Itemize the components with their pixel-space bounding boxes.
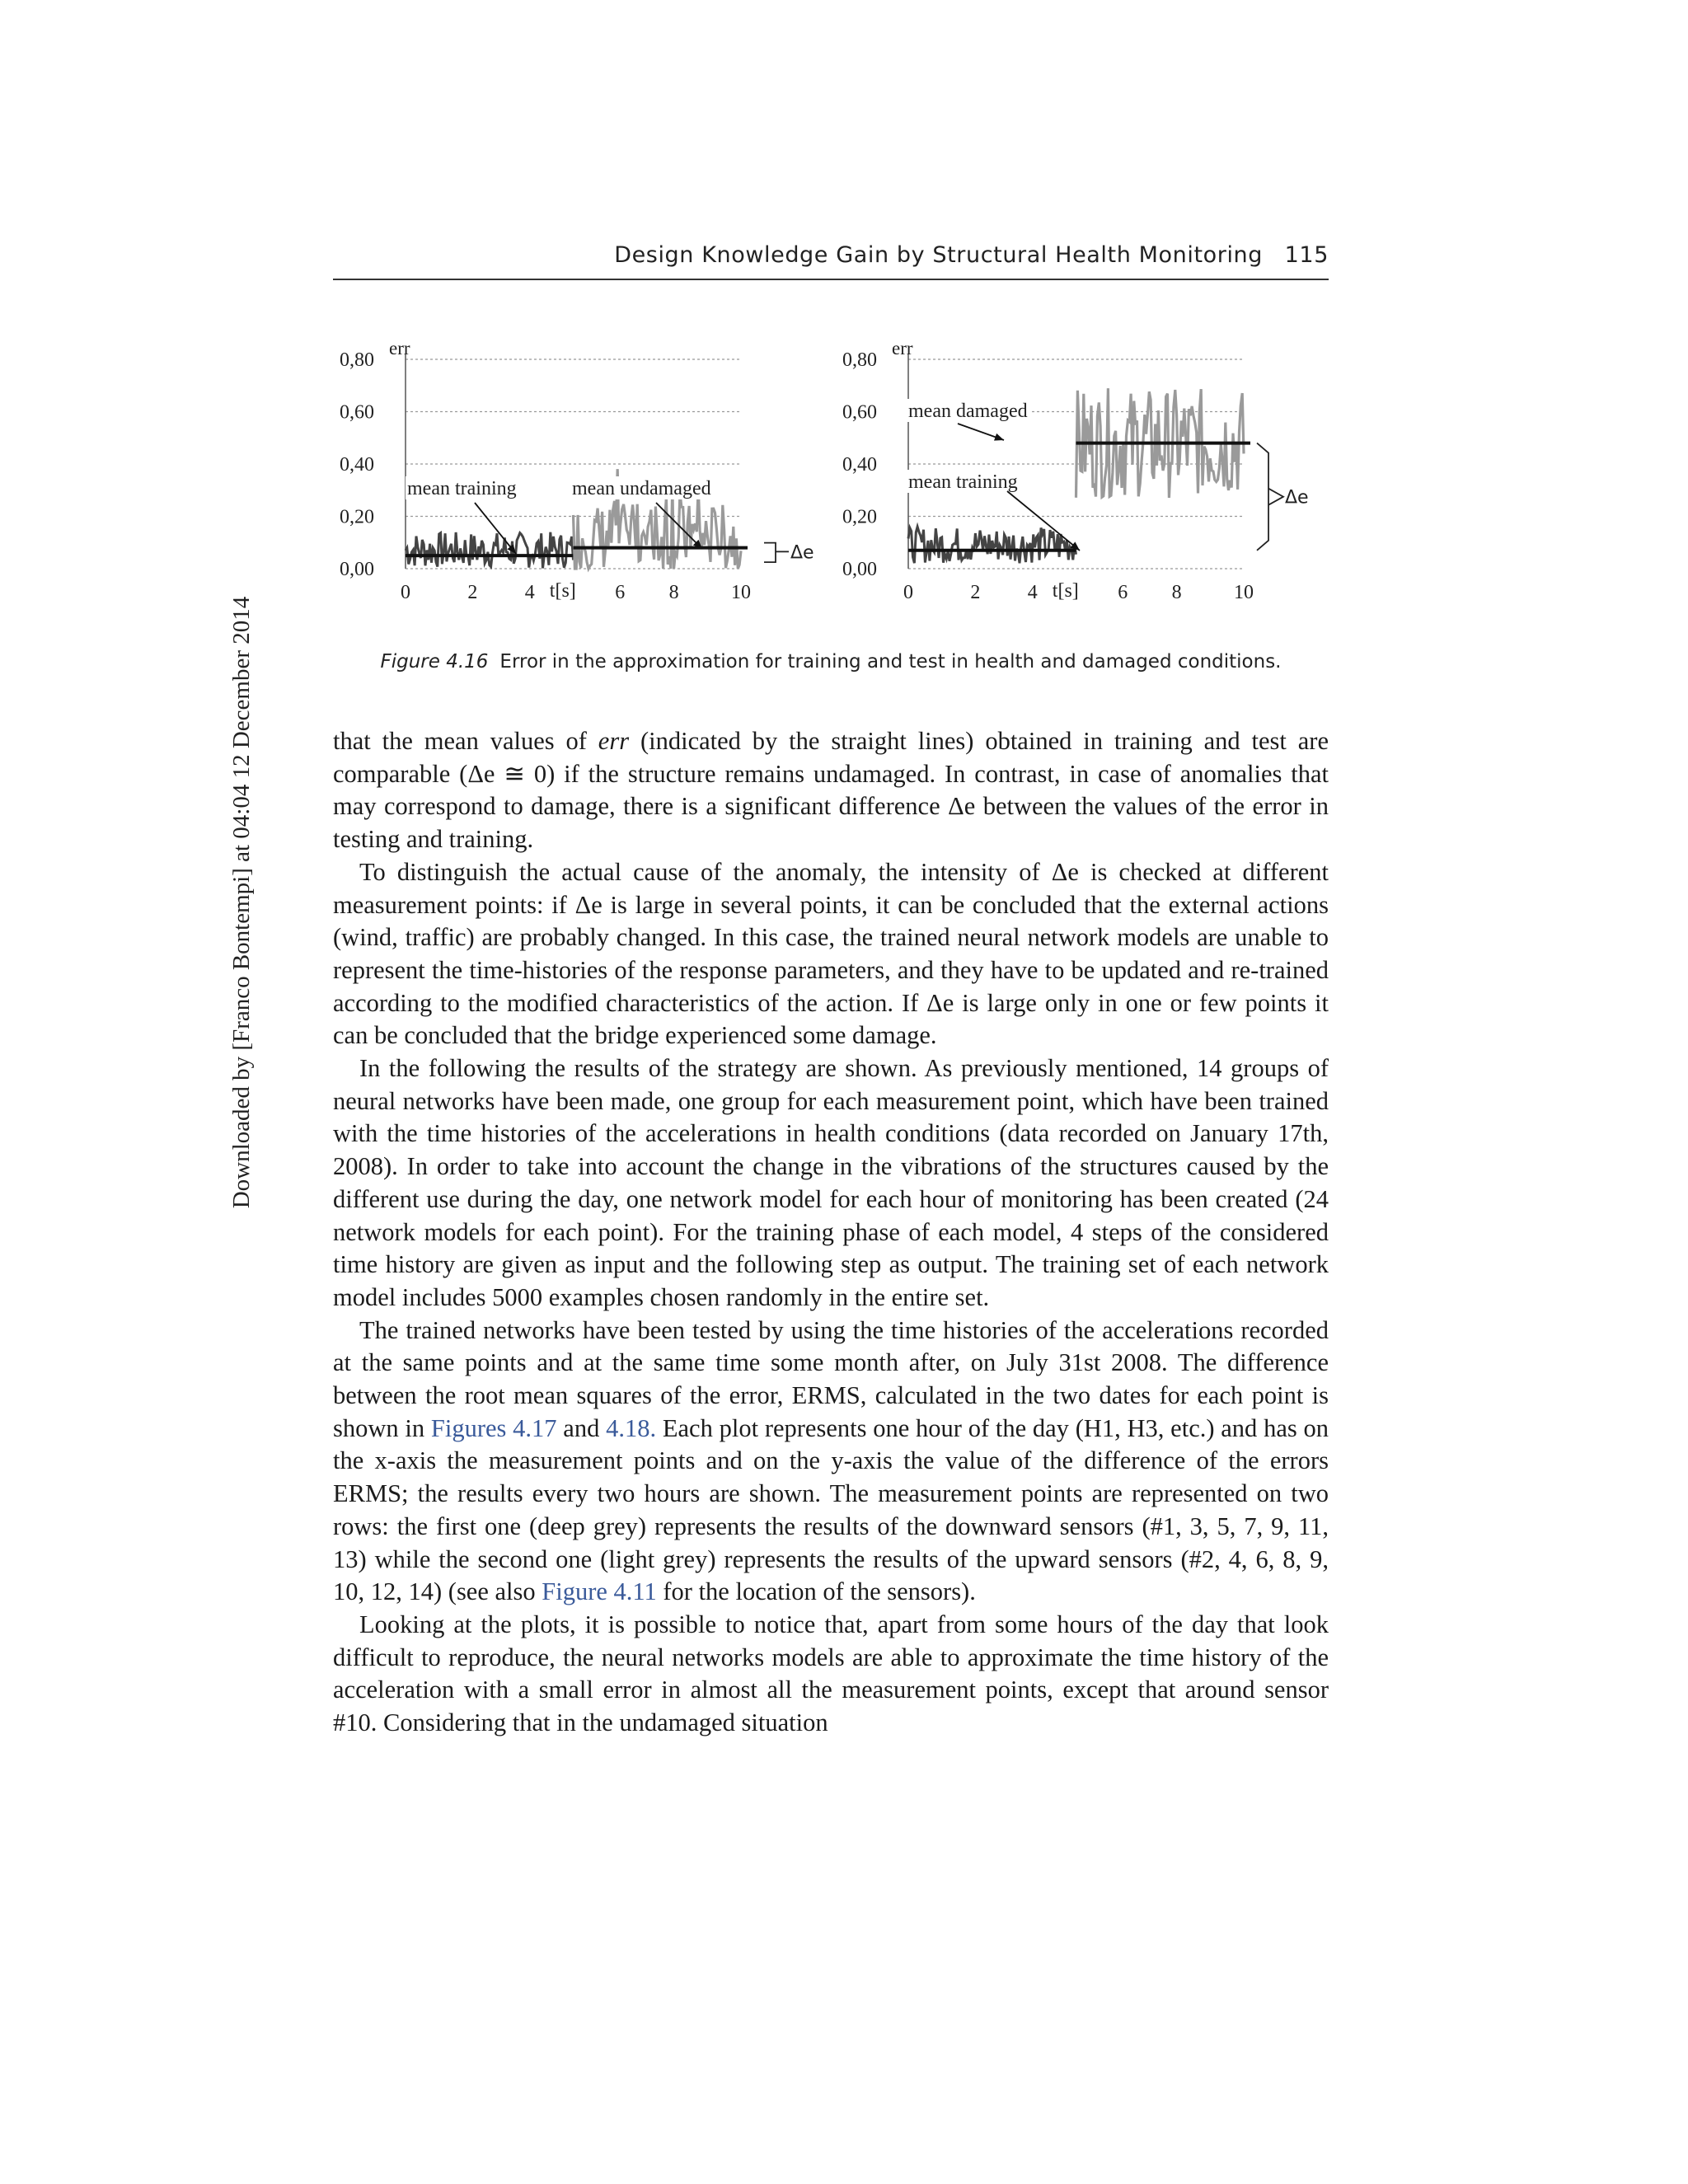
- annotation-mean-damaged: mean damaged: [908, 401, 1028, 422]
- x-tick-label: 2: [467, 582, 478, 603]
- x-tick-label: 6: [615, 582, 626, 603]
- body-text: [333, 725, 1329, 1740]
- y-tick-label: 0,40: [340, 454, 374, 476]
- x-tick-label: 0: [903, 582, 913, 603]
- y-tick-label: 0,40: [842, 454, 877, 476]
- y-tick-label: 0,20: [842, 506, 877, 528]
- figure-4-16: [333, 330, 1329, 635]
- y-tick-label: 0,80: [842, 349, 877, 371]
- page-number: 115: [1284, 242, 1329, 268]
- paragraph-2: To distinguish the actual cause of the anomaly, the intensity of Δe is checked at different measurement points: if Δe is large in several points, it can be concluded that the external actions (wind, traffic) are probably changed. In this case, the trained neural network models are unable to represent the time-histories of the response parameters, and they have to be updated and re-trained according to the modified characteristics of the action. If Δe is large only in one or few points it can be concluded that the bridge experienced some damage.: [333, 857, 1329, 1050]
- download-watermark: Downloaded by [Franco Bontempi] at 04:04 12 December 2014: [228, 596, 255, 1209]
- series-training-trace: [908, 527, 1076, 563]
- y-tick-label: 0,60: [340, 401, 374, 424]
- x-tick-label: 8: [1171, 582, 1182, 603]
- delta-e-bracket: [764, 543, 776, 563]
- y-tick-label: 0,00: [340, 559, 374, 580]
- annotation-mean-undamaged: mean undamaged: [572, 478, 711, 499]
- annotation-arrowhead: [994, 434, 1004, 441]
- annotation-mean-training: mean training: [407, 478, 517, 499]
- y-axis-label: err: [892, 338, 913, 359]
- paragraph-1: that the mean values of err (indicated by the straight lines) obtained in training and test are comparable (Δe ≅ 0) if the structure remains undamaged. In contrast, in case of anomalies that may correspond to damage, there is a significant difference Δe between the values of the error in testing and training.: [333, 727, 1329, 854]
- series-training-trace: [406, 532, 574, 569]
- xref-figure-4-11[interactable]: Figure 4.11: [542, 1577, 657, 1606]
- x-axis-label: t[s]: [549, 580, 576, 602]
- y-tick-label: 0,00: [842, 559, 877, 580]
- chart-undamaged: [340, 338, 814, 603]
- x-tick-label: 2: [970, 582, 981, 603]
- paragraph-5: Looking at the plots, it is possible to notice that, apart from some hours of the day that look difficult to reproduce, the neural networks models are able to approximate the time history of the acceleration with a small error in almost all the measurement points, except that around sensor #10. Considering that in the undamaged situation: [333, 1610, 1329, 1737]
- delta-e-label: Δe: [790, 542, 814, 564]
- x-axis-label: t[s]: [1052, 580, 1079, 602]
- running-title: Design Knowledge Gain by Structural Health Monitoring: [614, 242, 1263, 268]
- x-tick-label: 0: [401, 582, 410, 603]
- x-tick-label: 8: [668, 582, 679, 603]
- x-tick-label: 10: [731, 582, 751, 603]
- x-tick-label: 10: [1234, 582, 1254, 603]
- y-tick-label: 0,60: [842, 401, 877, 424]
- figure-caption: [333, 651, 1329, 673]
- x-tick-label: 6: [1118, 582, 1128, 603]
- xref-figure-4-18[interactable]: 4.18.: [606, 1413, 657, 1442]
- paragraph-3: In the following the results of the strategy are shown. As previously mentioned, 14 groups of neural networks have been made, one group for each measurement point, which have been trained with the time histories of the accelerations in health conditions (data recorded on January 17th, 2008). In order to take into account the change in the vibrations of the structures caused by the different use during the day, one network model for each hour of monitoring has been created (24 network models for each point). For the training phase of each model, 4 steps of the considered time history are given as input and the following step as output. The training set of each network model includes 5000 examples chosen randomly in the entire set.: [333, 1054, 1329, 1311]
- xref-figures-4-17[interactable]: Figures 4.17: [430, 1413, 557, 1442]
- chart-damaged: [842, 338, 1309, 603]
- x-tick-label: 4: [1027, 582, 1038, 603]
- y-tick-label: 0,80: [340, 349, 374, 371]
- figure-caption-text: Error in the approximation for training and test in health and damaged conditions.: [499, 651, 1282, 673]
- delta-e-label: Δe: [1285, 487, 1309, 509]
- y-tick-label: 0,20: [340, 506, 374, 528]
- annotation-arrow: [1007, 491, 1080, 551]
- annotation-mean-training: mean training: [908, 471, 1018, 493]
- y-axis-label: err: [389, 338, 410, 359]
- paragraph-4: The trained networks have been tested by using the time histories of the accelerations recorded at the same points and at the same time some month after, on July 31st 2008. The difference between the root mean squares of the error, ERMS, calculated in the two dates for each point is shown in Figures 4.17 and 4.18. Each plot represents one hour of the day (H1, H3, etc.) and has on the x-axis the measurement points and on the y-axis the value of the difference of the errors ERMS; the results every two hours are shown. The measurement points are represented on two rows: the first one (deep grey) represents the results of the downward sensors (#1, 3, 5, 7, 9, 11, 13) while the second one (light grey) represents the results of the upward sensors (#2, 4, 6, 8, 9, 10, 12, 14) (see also Figure 4.11 for the location of the sensors).: [333, 1315, 1329, 1606]
- delta-e-bracket: [1257, 443, 1268, 551]
- delta-e-tick: [1268, 489, 1283, 505]
- running-header: [333, 237, 1329, 280]
- figure-label: Figure 4.16: [380, 651, 489, 673]
- x-tick-label: 4: [524, 582, 535, 603]
